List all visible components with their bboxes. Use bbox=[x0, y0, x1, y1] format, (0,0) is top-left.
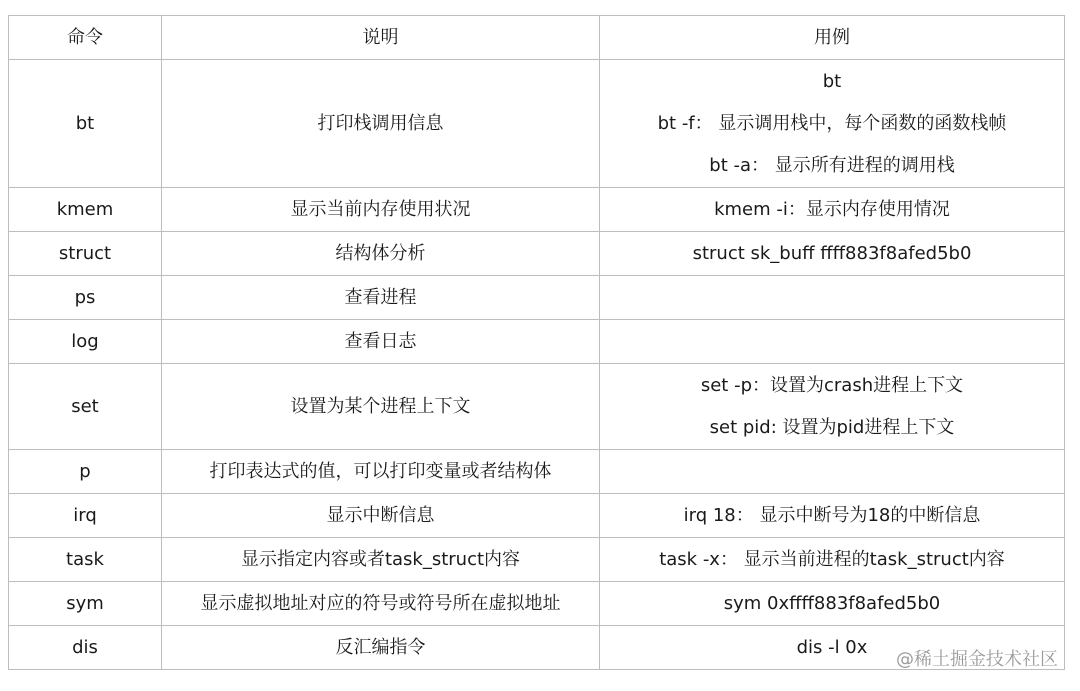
cell-cmd: task bbox=[9, 538, 162, 582]
cell-cmd: dis bbox=[9, 626, 162, 670]
example-line: struct sk_buff ffff883f8afed5b0 bbox=[692, 242, 972, 264]
table-row bbox=[9, 188, 1065, 232]
cell-cmd: set bbox=[9, 364, 162, 450]
cell-cmd: struct bbox=[9, 232, 162, 276]
table-row bbox=[9, 364, 1065, 450]
example-line: sym 0xffff883f8afed5b0 bbox=[723, 592, 941, 614]
cell-example bbox=[600, 450, 1065, 494]
cell-cmd: sym bbox=[9, 582, 162, 626]
cell-desc: 查看日志 bbox=[162, 320, 600, 364]
table-row bbox=[9, 494, 1065, 538]
cell-desc: 显示中断信息 bbox=[162, 494, 600, 538]
cell-desc: 打印表达式的值，可以打印变量或者结构体 bbox=[162, 450, 600, 494]
cell-example bbox=[600, 582, 1065, 626]
cell-example bbox=[600, 276, 1065, 320]
cell-desc: 显示指定内容或者task_struct内容 bbox=[162, 538, 600, 582]
example-line: task -x： 显示当前进程的task_struct内容 bbox=[659, 548, 1005, 570]
header-desc: 说明 bbox=[162, 16, 600, 60]
cell-example bbox=[600, 320, 1065, 364]
cell-desc: 显示当前内存使用状况 bbox=[162, 188, 600, 232]
crash-command-table bbox=[8, 15, 1065, 670]
example-line: bt -a： 显示所有进程的调用栈 bbox=[709, 154, 955, 176]
cell-desc: 查看进程 bbox=[162, 276, 600, 320]
table-row bbox=[9, 538, 1065, 582]
cell-cmd: p bbox=[9, 450, 162, 494]
watermark: @稀土掘金技术社区 bbox=[896, 649, 1058, 670]
cell-desc: 结构体分析 bbox=[162, 232, 600, 276]
header-cmd: 命令 bbox=[9, 16, 162, 60]
header-example: 用例 bbox=[600, 16, 1065, 60]
cell-example bbox=[600, 538, 1065, 582]
cell-desc: 设置为某个进程上下文 bbox=[162, 364, 600, 450]
cell-cmd: log bbox=[9, 320, 162, 364]
header-row bbox=[9, 16, 1065, 60]
cell-cmd: ps bbox=[9, 276, 162, 320]
cell-desc: 显示虚拟地址对应的符号或符号所在虚拟地址 bbox=[162, 582, 600, 626]
example-line: bt bbox=[822, 70, 842, 92]
example-line: kmem -i：显示内存使用情况 bbox=[714, 198, 950, 220]
example-line: bt -f： 显示调用栈中，每个函数的函数栈帧 bbox=[657, 112, 1007, 134]
table-row bbox=[9, 276, 1065, 320]
example-line: set pid: 设置为pid进程上下文 bbox=[709, 416, 955, 438]
cell-example bbox=[600, 232, 1065, 276]
example-line: dis -l 0x bbox=[796, 636, 868, 658]
table-row bbox=[9, 450, 1065, 494]
cell-example bbox=[600, 60, 1065, 188]
cell-example bbox=[600, 188, 1065, 232]
example-line: set -p：设置为crash进程上下文 bbox=[700, 374, 964, 396]
cell-cmd: kmem bbox=[9, 188, 162, 232]
cell-desc: 打印栈调用信息 bbox=[162, 60, 600, 188]
cell-desc: 反汇编指令 bbox=[162, 626, 600, 670]
table-row bbox=[9, 232, 1065, 276]
cell-cmd: bt bbox=[9, 60, 162, 188]
table-row bbox=[9, 320, 1065, 364]
cell-example bbox=[600, 494, 1065, 538]
table-row bbox=[9, 582, 1065, 626]
table-row bbox=[9, 60, 1065, 188]
example-line: irq 18： 显示中断号为18的中断信息 bbox=[683, 504, 981, 526]
cell-cmd: irq bbox=[9, 494, 162, 538]
cell-example bbox=[600, 364, 1065, 450]
